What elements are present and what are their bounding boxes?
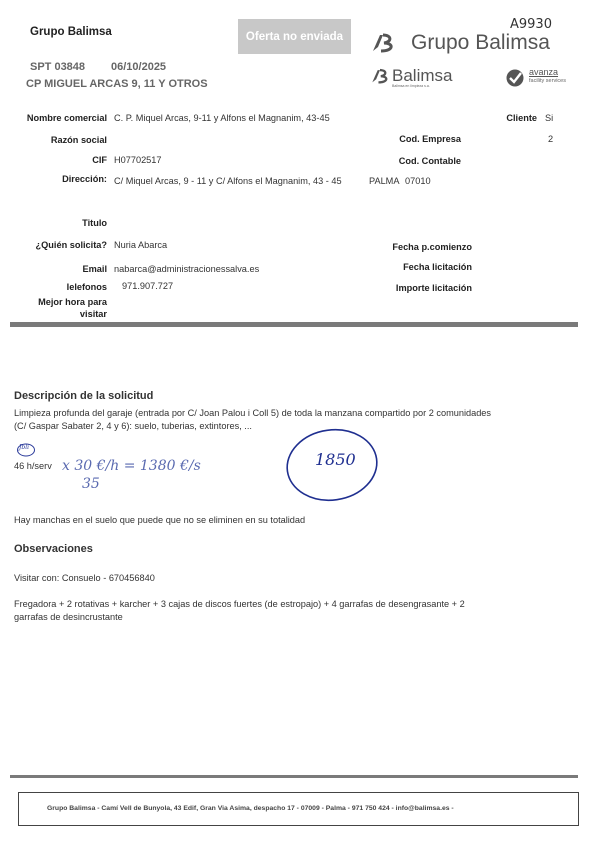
observations-equipment-line-1: Fregadora + 2 rotativas + karcher + 3 cajas de discos fuertes (de estropajo) + 4 garrafas de desengrasante + 2 (14, 599, 465, 609)
request-hours: 46 h/serv (14, 461, 52, 471)
quien-solicita-value: Nuria Abarca (114, 240, 168, 250)
handwritten-code: A9930 (510, 17, 552, 32)
cliente-label: Cliente (506, 113, 537, 123)
direccion-value: C/ Miquel Arcas, 9 - 11 y C/ Alfons el Magnanim, 43 - 45 (114, 176, 342, 186)
grupo-balimsa-logo-text: Grupo Balimsa (411, 31, 550, 54)
footer-box (18, 792, 579, 826)
cliente-value: Si (545, 113, 554, 123)
direccion-label: Dirección: (62, 174, 107, 184)
telefonos-label: Ielefonos (66, 282, 107, 292)
fecha-licitacion-label: Fecha licitación (403, 262, 472, 272)
status-badge-label: Oferta no enviada (245, 31, 344, 43)
status-badge (238, 19, 351, 54)
reference-number: SPT 03848 (30, 61, 86, 73)
cif-value: H07702517 (114, 155, 162, 165)
balimsa-logo (370, 66, 470, 92)
footer-text: Grupo Balimsa - Camí Vell de Bunyola, 43 Edif, Gran Via Asima, despacho 17 - 07009 - Palma - 971 750 424 - info@balimsa.es - (47, 805, 454, 812)
footer-divider (10, 775, 578, 778)
observations-heading: Observaciones (14, 543, 93, 555)
balimsa-mark-icon (370, 31, 396, 57)
mejor-hora-label-line1: Mejor hora para (38, 297, 107, 307)
section-divider (10, 322, 578, 327)
razon-social-label: Razón social (50, 135, 107, 145)
balimsa-small-mark-icon (370, 67, 390, 87)
company-name: Grupo Balimsa (30, 26, 112, 38)
email-value: nabarca@administracionessalva.es (114, 264, 260, 274)
avanza-logo (505, 67, 575, 89)
avanza-logo-text: avanza (529, 67, 559, 77)
nombre-comercial-label: Nombre comercial (26, 113, 107, 123)
request-note: Hay manchas en el suelo que puede que no se eliminen en su totalidad (14, 515, 306, 525)
reference-date: 06/10/2025 (111, 61, 167, 73)
site-title: CP MIGUEL ARCAS 9, 11 Y OTROS (26, 78, 208, 90)
cod-contable-label: Cod. Contable (398, 156, 461, 166)
titulo-label: Titulo (82, 218, 107, 228)
handwritten-35: 35 (82, 476, 100, 492)
importe-licitacion-label: Importe licitación (395, 283, 472, 293)
telefonos-value: 971.907.727 (122, 281, 174, 291)
avanza-logo-subtext: facility services (529, 78, 566, 84)
direccion-city: PALMA (369, 176, 400, 186)
handwritten-small: Jbli (19, 444, 30, 451)
request-line-1: Limpieza profunda del garaje (entrada por C/ Joan Palou i Coll 5) de toda la manzana compartido por 2 comunidades (14, 408, 492, 418)
cod-empresa-value: 2 (548, 134, 554, 144)
balimsa-logo-text: Balimsa (392, 66, 453, 85)
email-label: Email (82, 264, 107, 274)
direccion-zip: 07010 (405, 176, 431, 186)
cif-label: CIF (92, 155, 107, 165)
fecha-comienzo-label: Fecha p.comienzo (392, 242, 472, 252)
observations-equipment-line-2: garrafas de desincrustante (14, 612, 123, 622)
request-heading: Descripción de la solicitud (14, 390, 154, 402)
observations-visit: Visitar con: Consuelo - 670456840 (14, 573, 155, 583)
balimsa-logo-subtext: Balimsa en limpieza s.a. (392, 84, 430, 88)
handwritten-total: 1850 (315, 450, 356, 469)
quien-solicita-label: ¿Quién solicita? (35, 240, 107, 250)
avanza-mark-icon (505, 68, 525, 88)
mejor-hora-label-line2: visitar (79, 309, 107, 319)
request-line-2: (C/ Gaspar Sabater 2, 4 y 6): suelo, tuberias, extintores, ... (14, 421, 252, 431)
grupo-balimsa-logo (370, 29, 580, 59)
nombre-comercial-value: C. P. Miquel Arcas, 9-11 y Alfons el Magnanim, 43-45 (114, 113, 330, 123)
cod-empresa-label: Cod. Empresa (399, 134, 461, 144)
handwritten-calculation: x 30 €/h = 1380 €/s (62, 458, 201, 474)
